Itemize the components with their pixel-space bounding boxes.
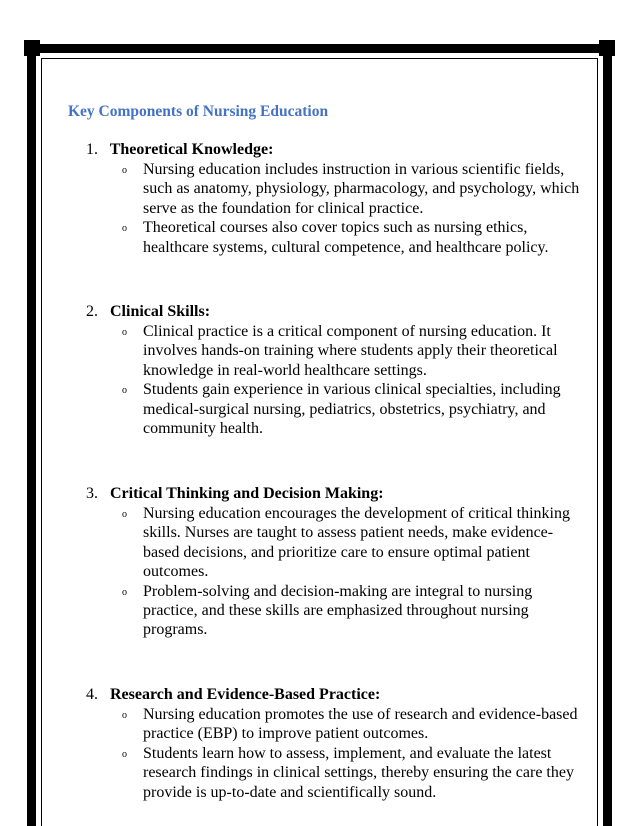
- section-title-text: Theoretical Knowledge:: [109, 141, 274, 158]
- list-item: [86, 380, 586, 438]
- section-number: 4.: [86, 686, 98, 703]
- section-title: [86, 140, 586, 160]
- section-title: [86, 685, 586, 705]
- list-item: [86, 705, 586, 744]
- list-item: [86, 504, 586, 582]
- list-item: [86, 218, 586, 257]
- section-number: 1.: [86, 141, 98, 158]
- bullet-marker: o: [122, 385, 127, 397]
- section-number: 2.: [86, 303, 98, 320]
- bullet-text: Problem-solving and decision-making are integral to nursing practice, and these skills are emphasized throughout nursing programs.: [143, 582, 533, 639]
- bullet-list: [86, 160, 586, 257]
- bullet-marker: o: [122, 748, 127, 760]
- section-title: [86, 302, 586, 322]
- bullet-marker: o: [122, 710, 127, 721]
- section-title: [86, 484, 586, 504]
- bullet-marker: o: [122, 509, 127, 520]
- bullet-text: Students gain experience in various clinical specialties, including medical-surgical nursing, pediatrics, obstetrics, psychiatry, and community health.: [143, 381, 561, 438]
- bullet-text: Nursing education includes instruction in various scientific fields, such as anatomy, physiology, pharmacology, and psychology, which serve as the foundation for clinical practice.: [143, 161, 580, 217]
- document-heading: Key Components of Nursing Education: [68, 103, 329, 120]
- list-item: [86, 744, 586, 802]
- list-item: [86, 160, 586, 218]
- bullet-marker: o: [122, 223, 127, 235]
- bullet-marker: o: [122, 165, 127, 176]
- section-number: 3.: [86, 485, 98, 502]
- section-title-text: Research and Evidence-Based Practice:: [110, 686, 381, 703]
- bullet-marker: o: [122, 327, 127, 338]
- bullet-text: Nursing education promotes the use of research and evidence-based practice (EBP) to improve patient outcomes.: [143, 706, 578, 743]
- list-item: [86, 322, 586, 380]
- bullet-list: [86, 322, 586, 438]
- bullet-list: [86, 504, 586, 640]
- border-corner-top-left: [24, 40, 40, 56]
- bullet-text: Theoretical courses also cover topics such as nursing ethics, healthcare systems, cultural competence, and healthcare policy.: [143, 219, 549, 256]
- section-critical-thinking: [86, 484, 586, 640]
- bullet-marker: o: [122, 586, 127, 598]
- section-title-text: Clinical Skills:: [110, 303, 211, 320]
- section-research-ebp: [86, 685, 586, 802]
- list-item: [86, 582, 586, 640]
- border-corner-top-right: [599, 40, 615, 56]
- section-clinical-skills: [86, 302, 586, 438]
- bullet-text: Nursing education encourages the development of critical thinking skills. Nurses are taught to assess patient needs, make evidence-based decisions, and prioritize care to ensure optimal patient outcomes.: [143, 505, 570, 581]
- bullet-text: Students learn how to assess, implement, and evaluate the latest research findings in clinical settings, thereby ensuring the care they provide is up-to-date and scientifically sound.: [143, 744, 574, 801]
- bullet-list: [86, 705, 586, 802]
- section-title-text: Critical Thinking and Decision Making:: [110, 485, 384, 502]
- section-theoretical-knowledge: [86, 140, 586, 257]
- bullet-text: Clinical practice is a critical component of nursing education. It involves hands-on training where students apply their theoretical knowledge in real-world healthcare settings.: [143, 323, 558, 379]
